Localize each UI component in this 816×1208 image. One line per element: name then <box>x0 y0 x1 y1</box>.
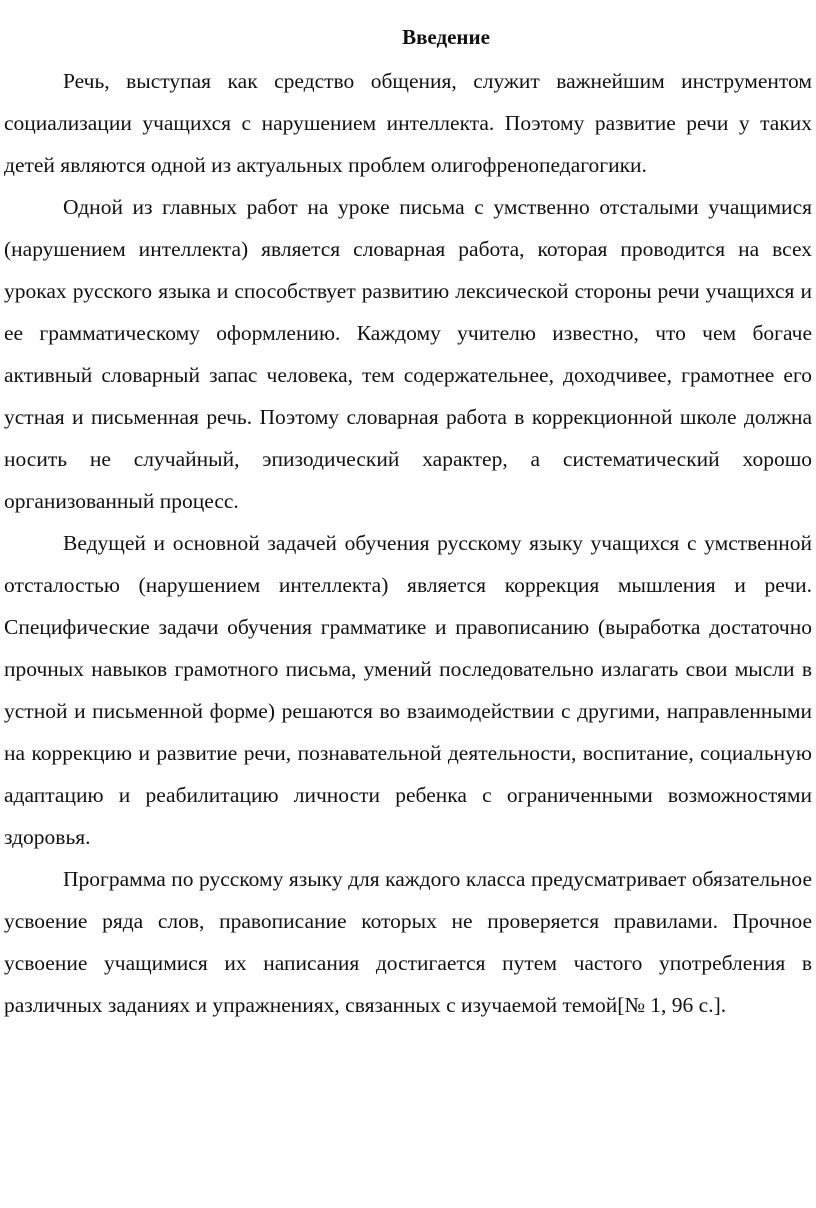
paragraph-2: Одной из главных работ на уроке письма с умственно отсталыми учащимися (нарушением интеллекта) является словарная работа, которая проводится на всех уроках русского языка и способствует развитию лексической стороны речи учащихся и ее грамматическому оформлению. Каждому учителю известно, что чем богаче активный словарный запас человека, тем содержательнее, доходчивее, грамотнее его устная и письменная речь. Поэтому словарная работа в коррекционной школе должна носить не случайный, эпизодический характер, а систематический хорошо организованный процесс. <box>4 195 812 513</box>
document-title: Введение <box>402 25 490 49</box>
paragraph-1: Речь, выступая как средство общения, служит важнейшим инструментом социализации учащихся с нарушением интеллекта. Поэтому развитие речи у таких детей являются одной из актуальных проблем олигофренопедагогики. <box>4 69 812 177</box>
paragraph-4: Программа по русскому языку для каждого класса предусматривает обязательное усвоение ряда слов, правописание которых не проверяется правилами. Прочное усвоение учащимися их написания достигается путем частого употребления в различных заданиях и упражнениях, связанных с изучаемой темой[№ 1, 96 с.]. <box>4 867 812 1017</box>
paragraph-3: Ведущей и основной задачей обучения русскому языку учащихся с умственной отсталостью (нарушением интеллекта) является коррекция мышления и речи. Специфические задачи обучения грамматике и правописанию (выработка достаточно прочных навыков грамотного письма, умений последовательно излагать свои мысли в устной и письменной форме) решаются во взаимодействии с другими, направленными на коррекцию и развитие речи, познавательной деятельности, воспитание, социальную адаптацию и реабилитацию личности ребенка с ограниченными возможностями здоровья. <box>4 531 812 849</box>
